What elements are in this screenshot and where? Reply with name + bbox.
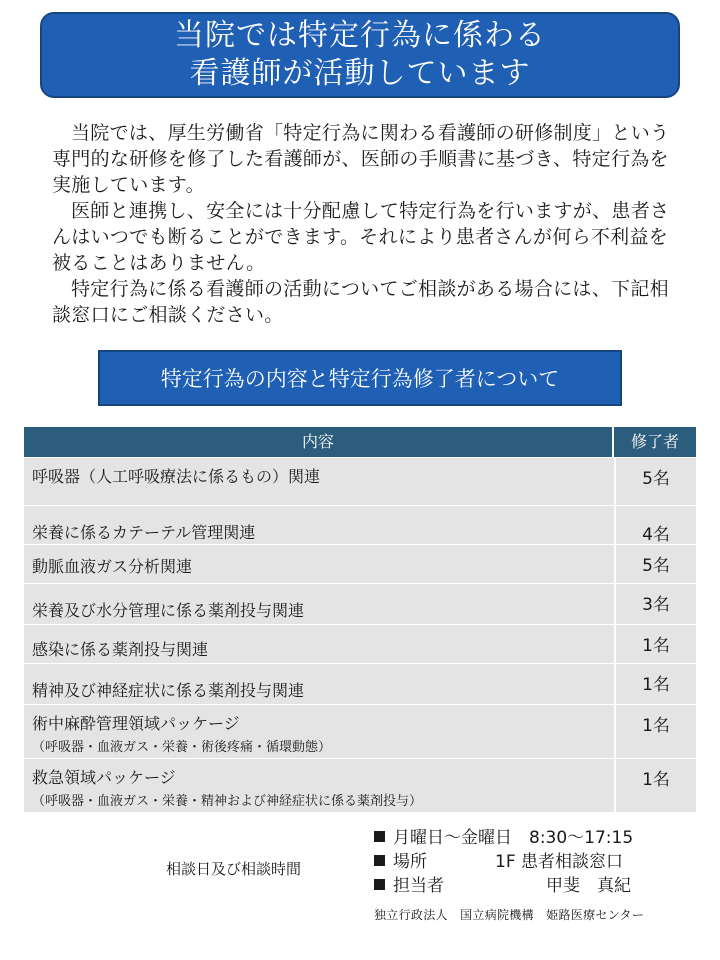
square-bullet-icon — [374, 831, 385, 842]
square-bullet-icon — [374, 855, 385, 866]
table-row — [24, 704, 696, 758]
row-count: 1名 — [614, 625, 696, 663]
row-content: 動脈血液ガス分析関連 — [32, 557, 193, 576]
table-row — [24, 457, 696, 505]
contact-list — [374, 826, 633, 898]
title-banner — [40, 12, 680, 98]
header-count: 修了者 — [612, 427, 696, 457]
row-content: 救急領域パッケージ — [32, 768, 176, 787]
table-header — [24, 427, 696, 457]
table-row — [24, 624, 696, 663]
row-count: 5名 — [614, 545, 696, 583]
title-line-2: 看護師が活動しています — [189, 56, 531, 91]
table-row — [24, 663, 696, 704]
row-count: 5名 — [614, 458, 696, 505]
row-content: 栄養に係るカテーテル管理関連 — [32, 523, 256, 542]
intro-text — [52, 120, 672, 328]
intro-paragraph: 特定行為に係る看護師の活動についてご相談がある場合には、下記相談窓口にご相談ください。 — [52, 278, 669, 326]
square-bullet-icon — [374, 879, 385, 890]
intro-paragraph: 医師と連携し、安全には十分配慮して特定行為を行いますが、患者さんはいつでも断ることができます。それにより患者さんが何ら不利益を被ることはありません。 — [52, 200, 670, 274]
row-subtext: （呼吸器・血液ガス・栄養・精神および神経症状に係る薬剤投与） — [32, 794, 423, 809]
row-content: 感染に係る薬剤投与関連 — [32, 640, 209, 659]
table-row — [24, 544, 696, 583]
row-count: 1名 — [614, 759, 696, 812]
row-count: 1名 — [614, 664, 696, 704]
table-row — [24, 505, 696, 544]
table-row — [24, 583, 696, 624]
row-content: 術中麻酔管理領域パッケージ — [32, 714, 240, 733]
procedures-table — [24, 427, 696, 812]
contact-item: 月曜日～金曜日 8:30～17:15 — [374, 826, 633, 850]
row-subtext: （呼吸器・血液ガス・栄養・術後疼痛・循環動態） — [32, 740, 332, 755]
intro-paragraph: 当院では、厚生労働省「特定行為に関わる看護師の研修制度」という専門的な研修を修了した看護師が、医師の手順書に基づき、特定行為を実施しています。 — [52, 122, 670, 196]
contact-item: 担当者 甲斐 真紀 — [374, 874, 633, 898]
row-content: 呼吸器（人工呼吸療法に係るもの）関連 — [32, 467, 321, 486]
contact-item: 場所 1F 患者相談窓口 — [374, 850, 633, 874]
row-count: 1名 — [614, 705, 696, 758]
row-count: 3名 — [614, 584, 696, 624]
title-line-1: 当院では特定行為に係わる — [174, 18, 546, 53]
table-row — [24, 758, 696, 812]
header-content: 内容 — [301, 432, 334, 451]
contact-label: 相談日及び相談時間 — [166, 860, 302, 878]
organization-footer: 独立行政法人 国立病院機構 姫路医療センター — [374, 908, 645, 922]
row-content: 栄養及び水分管理に係る薬剤投与関連 — [32, 601, 305, 620]
section-title: 特定行為の内容と特定行為修了者について — [98, 350, 622, 406]
row-content: 精神及び神経症状に係る薬剤投与関連 — [32, 681, 305, 700]
row-count: 4名 — [614, 506, 696, 544]
